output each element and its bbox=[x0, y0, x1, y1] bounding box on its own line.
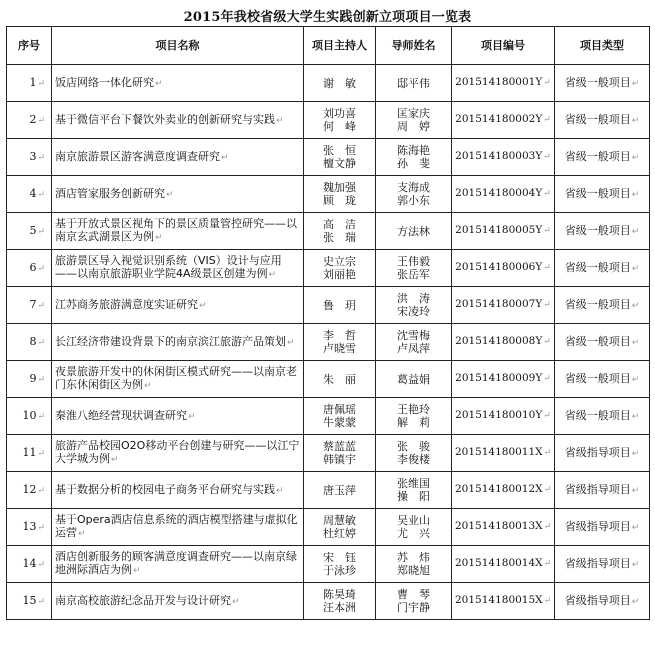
paragraph-mark-icon: ↵ bbox=[631, 226, 640, 237]
cell-no-text: 7 bbox=[29, 297, 37, 311]
paragraph-mark-icon: ↵ bbox=[37, 189, 45, 200]
table-row bbox=[7, 250, 650, 287]
paragraph-mark-icon: ↵ bbox=[37, 263, 45, 274]
cell-line: 李俊楼 bbox=[397, 453, 430, 466]
cell-project-name bbox=[52, 546, 304, 583]
cell-project-name-text: 酒店管家服务创新研究 bbox=[55, 186, 165, 200]
cell-code-text: 201514180013X bbox=[455, 520, 543, 532]
cell-tutor bbox=[376, 398, 452, 435]
cell-project-name bbox=[52, 287, 304, 324]
cell-line: 郭小东 bbox=[397, 194, 430, 207]
cell-host bbox=[304, 546, 376, 583]
cell-line: 刘功喜 bbox=[323, 107, 356, 120]
cell-project-name-text: 旅游产品校园O2O移动平台创建与研究——以江宁大学城为例 bbox=[55, 439, 300, 465]
cell-line: 葛益娟 bbox=[397, 372, 430, 386]
cell-code bbox=[452, 213, 555, 250]
paragraph-mark-icon: ↵ bbox=[37, 226, 45, 237]
table-row bbox=[7, 398, 650, 435]
paragraph-mark-icon: ↵ bbox=[37, 78, 45, 89]
cell-line: 蔡蓝蓝 bbox=[323, 440, 356, 453]
cell-no bbox=[7, 102, 52, 139]
paragraph-mark-icon: ↵ bbox=[543, 78, 551, 88]
cell-host bbox=[304, 472, 376, 509]
cell-code bbox=[452, 65, 555, 102]
paragraph-mark-icon: ↵ bbox=[631, 152, 640, 163]
cell-tutor bbox=[376, 324, 452, 361]
cell-code-text: 201514180014X bbox=[455, 557, 543, 569]
cell-host bbox=[304, 213, 376, 250]
cell-type bbox=[555, 435, 650, 472]
paragraph-mark-icon: ↵ bbox=[188, 411, 196, 422]
paragraph-mark-icon: ↵ bbox=[111, 455, 119, 465]
cell-no bbox=[7, 324, 52, 361]
cell-code-text: 201514180004Y bbox=[455, 187, 543, 199]
cell-type bbox=[555, 583, 650, 620]
cell-project-name bbox=[52, 583, 304, 620]
paragraph-mark-icon: ↵ bbox=[276, 485, 284, 496]
cell-code bbox=[452, 435, 555, 472]
cell-code bbox=[452, 472, 555, 509]
cell-type-text: 省级一般项目 bbox=[564, 75, 631, 89]
cell-no bbox=[7, 398, 52, 435]
cell-project-name-text: 秦淮八绝经营现状调查研究 bbox=[55, 408, 187, 422]
cell-code bbox=[452, 102, 555, 139]
cell-line: 魏加强 bbox=[323, 181, 356, 194]
cell-no bbox=[7, 250, 52, 287]
cell-no-text: 4 bbox=[29, 186, 37, 200]
header-tutor: 导师姓名 bbox=[376, 27, 452, 65]
paragraph-mark-icon: ↵ bbox=[37, 374, 45, 385]
cell-type-text: 省级指导项目 bbox=[564, 593, 631, 607]
cell-host bbox=[304, 583, 376, 620]
cell-host bbox=[304, 176, 376, 213]
cell-code-text: 201514180010Y bbox=[455, 409, 543, 421]
cell-no bbox=[7, 546, 52, 583]
paragraph-mark-icon: ↵ bbox=[37, 411, 45, 422]
paragraph-mark-icon: ↵ bbox=[631, 485, 640, 496]
cell-host bbox=[304, 139, 376, 176]
header-code: 项目编号 bbox=[452, 27, 555, 65]
cell-host bbox=[304, 102, 376, 139]
paragraph-mark-icon: ↵ bbox=[268, 270, 277, 280]
cell-type-text: 省级一般项目 bbox=[564, 297, 631, 311]
cell-no bbox=[7, 509, 52, 546]
paragraph-mark-icon: ↵ bbox=[276, 115, 284, 126]
paragraph-mark-icon: ↵ bbox=[37, 300, 45, 311]
cell-no-text: 10 bbox=[22, 408, 37, 422]
cell-line: 门宇静 bbox=[397, 601, 430, 614]
cell-line: 张 恒 bbox=[323, 144, 356, 157]
cell-line: 宋 钰 bbox=[323, 551, 356, 564]
cell-no bbox=[7, 213, 52, 250]
paragraph-mark-icon: ↵ bbox=[155, 233, 163, 243]
cell-no-text: 15 bbox=[22, 593, 37, 607]
paragraph-mark-icon: ↵ bbox=[166, 189, 174, 200]
cell-tutor bbox=[376, 361, 452, 398]
cell-line: 周 婷 bbox=[397, 120, 430, 133]
cell-line: 陈昊琦 bbox=[323, 588, 356, 601]
table-row bbox=[7, 509, 650, 546]
cell-project-name-text: 江苏商务旅游满意度实证研究 bbox=[55, 297, 198, 311]
cell-code bbox=[452, 398, 555, 435]
cell-line: 韩镇宇 bbox=[323, 453, 356, 466]
cell-type bbox=[555, 287, 650, 324]
cell-tutor bbox=[376, 213, 452, 250]
cell-no-text: 3 bbox=[29, 149, 37, 163]
cell-project-name-text: 基于数据分析的校园电子商务平台研究与实践 bbox=[55, 482, 275, 496]
table-row bbox=[7, 583, 650, 620]
cell-line: 鲁 玥 bbox=[323, 298, 356, 312]
paragraph-mark-icon: ↵ bbox=[37, 448, 45, 459]
cell-no bbox=[7, 139, 52, 176]
cell-host bbox=[304, 250, 376, 287]
cell-host bbox=[304, 509, 376, 546]
cell-tutor bbox=[376, 250, 452, 287]
cell-no bbox=[7, 65, 52, 102]
cell-line: 解 莉 bbox=[397, 416, 430, 429]
paragraph-mark-icon: ↵ bbox=[543, 485, 552, 495]
paragraph-mark-icon: ↵ bbox=[631, 374, 640, 385]
cell-no-text: 5 bbox=[29, 223, 37, 237]
cell-tutor bbox=[376, 509, 452, 546]
cell-line: 檀文静 bbox=[323, 157, 356, 170]
paragraph-mark-icon: ↵ bbox=[543, 263, 551, 273]
cell-line: 唐玉萍 bbox=[323, 483, 356, 497]
cell-no-text: 11 bbox=[22, 445, 37, 459]
cell-no bbox=[7, 583, 52, 620]
header-host: 项目主持人 bbox=[304, 27, 376, 65]
paragraph-mark-icon: ↵ bbox=[221, 152, 229, 163]
cell-line: 支海成 bbox=[397, 181, 430, 194]
cell-code bbox=[452, 509, 555, 546]
cell-project-name bbox=[52, 472, 304, 509]
paragraph-mark-icon: ↵ bbox=[37, 115, 45, 126]
cell-line: 曹 琴 bbox=[397, 588, 430, 601]
cell-line: 朱 丽 bbox=[323, 372, 356, 386]
cell-no bbox=[7, 176, 52, 213]
table-row bbox=[7, 361, 650, 398]
cell-line: 方法林 bbox=[397, 224, 430, 238]
table-row bbox=[7, 139, 650, 176]
cell-no-text: 2 bbox=[29, 112, 37, 126]
cell-code-text: 201514180006Y bbox=[455, 261, 543, 273]
cell-code bbox=[452, 287, 555, 324]
cell-line: 顾 珑 bbox=[323, 194, 356, 207]
cell-tutor bbox=[376, 435, 452, 472]
cell-code bbox=[452, 176, 555, 213]
paragraph-mark-icon: ↵ bbox=[543, 189, 551, 199]
cell-line: 张维国 bbox=[397, 477, 430, 490]
cell-line: 吴业山 bbox=[397, 514, 430, 527]
cell-project-name-text: 南京旅游景区游客满意度调查研究 bbox=[55, 149, 220, 163]
project-table bbox=[6, 26, 650, 620]
paragraph-mark-icon: ↵ bbox=[287, 337, 295, 348]
cell-code-text: 201514180011X bbox=[455, 446, 543, 458]
cell-no bbox=[7, 361, 52, 398]
cell-project-name-text: 南京高校旅游纪念品开发与设计研究 bbox=[55, 593, 231, 607]
cell-code-text: 201514180008Y bbox=[455, 335, 543, 347]
paragraph-mark-icon: ↵ bbox=[631, 263, 640, 274]
cell-code-text: 201514180003Y bbox=[455, 150, 543, 162]
cell-type-text: 省级一般项目 bbox=[564, 149, 631, 163]
paragraph-mark-icon: ↵ bbox=[543, 596, 552, 606]
cell-host bbox=[304, 435, 376, 472]
header-row bbox=[7, 27, 650, 65]
cell-type-text: 省级一般项目 bbox=[564, 112, 631, 126]
cell-tutor bbox=[376, 176, 452, 213]
cell-project-name-text: 饭店网络一体化研究 bbox=[55, 75, 154, 89]
cell-type bbox=[555, 509, 650, 546]
cell-project-name-text: 基于Opera酒店信息系统的酒店模型搭建与虚拟化运营 bbox=[55, 513, 298, 539]
cell-code-text: 201514180007Y bbox=[455, 298, 543, 310]
cell-host bbox=[304, 324, 376, 361]
paragraph-mark-icon: ↵ bbox=[199, 300, 207, 311]
cell-line: 张岳军 bbox=[397, 268, 430, 281]
cell-line: 刘丽艳 bbox=[323, 268, 356, 281]
table-row bbox=[7, 102, 650, 139]
cell-no-text: 8 bbox=[29, 334, 37, 348]
cell-type-text: 省级指导项目 bbox=[564, 519, 631, 533]
cell-project-name bbox=[52, 435, 304, 472]
paragraph-mark-icon: ↵ bbox=[37, 337, 45, 348]
paragraph-mark-icon: ↵ bbox=[631, 78, 640, 89]
cell-no-text: 6 bbox=[29, 260, 37, 274]
cell-line: 牛蒙蒙 bbox=[323, 416, 356, 429]
cell-type bbox=[555, 139, 650, 176]
cell-project-name bbox=[52, 176, 304, 213]
cell-line: 李 哲 bbox=[323, 329, 356, 342]
cell-type bbox=[555, 102, 650, 139]
paragraph-mark-icon: ↵ bbox=[232, 596, 240, 607]
cell-line: 尤 兴 bbox=[397, 527, 430, 540]
paragraph-mark-icon: ↵ bbox=[631, 411, 640, 422]
cell-project-name bbox=[52, 509, 304, 546]
paragraph-mark-icon: ↵ bbox=[631, 596, 640, 607]
cell-type bbox=[555, 213, 650, 250]
paragraph-mark-icon: ↵ bbox=[37, 596, 45, 607]
paragraph-mark-icon: ↵ bbox=[543, 226, 551, 236]
cell-type-text: 省级一般项目 bbox=[564, 223, 631, 237]
cell-project-name bbox=[52, 139, 304, 176]
cell-type-text: 省级一般项目 bbox=[564, 260, 631, 274]
cell-line: 匡家庆 bbox=[397, 107, 430, 120]
paragraph-mark-icon: ↵ bbox=[631, 189, 640, 200]
cell-line: 王艳玲 bbox=[397, 403, 430, 416]
cell-project-name-text: 长江经济带建设背景下的南京滨江旅游产品策划 bbox=[55, 334, 286, 348]
cell-line: 唐佩瑶 bbox=[323, 403, 356, 416]
cell-no-text: 14 bbox=[22, 556, 37, 570]
cell-type bbox=[555, 176, 650, 213]
cell-project-name bbox=[52, 102, 304, 139]
cell-no-text: 1 bbox=[29, 75, 37, 89]
cell-code bbox=[452, 583, 555, 620]
cell-project-name-text: 夜景旅游开发中的休闲街区模式研究——以南京老门东休闲街区为例 bbox=[55, 365, 297, 391]
paragraph-mark-icon: ↵ bbox=[543, 115, 551, 125]
cell-type bbox=[555, 472, 650, 509]
paragraph-mark-icon: ↵ bbox=[543, 522, 552, 532]
table-title: 2015年我校省级大学生实践创新立项项目一览表 bbox=[183, 10, 472, 25]
header-no: 序号 bbox=[7, 27, 52, 65]
cell-project-name-text: 基于开放式景区视角下的景区质量管控研究——以南京玄武湖景区为例 bbox=[55, 217, 297, 243]
cell-line: 孙 斐 bbox=[397, 157, 430, 170]
cell-type bbox=[555, 398, 650, 435]
paragraph-mark-icon: ↵ bbox=[37, 522, 45, 533]
cell-tutor bbox=[376, 546, 452, 583]
cell-line: 郑晓旭 bbox=[397, 564, 430, 577]
paragraph-mark-icon: ↵ bbox=[543, 374, 551, 384]
cell-line: 汪本洲 bbox=[323, 601, 356, 614]
cell-line: 卢凤萍 bbox=[397, 342, 430, 355]
cell-type-text: 省级一般项目 bbox=[564, 408, 631, 422]
cell-line: 史立宗 bbox=[323, 255, 356, 268]
paragraph-mark-icon: ↵ bbox=[78, 529, 86, 539]
table-row bbox=[7, 324, 650, 361]
cell-host bbox=[304, 361, 376, 398]
cell-line: 谢 敏 bbox=[323, 76, 356, 90]
cell-line: 操 阳 bbox=[397, 490, 430, 503]
table-row bbox=[7, 472, 650, 509]
table-row bbox=[7, 213, 650, 250]
cell-line: 宋凌玲 bbox=[397, 305, 430, 318]
cell-line: 邸平伟 bbox=[397, 76, 430, 90]
cell-type bbox=[555, 361, 650, 398]
paragraph-mark-icon: ↵ bbox=[631, 115, 640, 126]
cell-type bbox=[555, 65, 650, 102]
cell-code-text: 201514180012X bbox=[455, 483, 543, 495]
paragraph-mark-icon: ↵ bbox=[37, 152, 45, 163]
paragraph-mark-icon: ↵ bbox=[543, 448, 552, 458]
cell-code bbox=[452, 546, 555, 583]
cell-code-text: 201514180015X bbox=[455, 594, 543, 606]
cell-project-name-text: 基于微信平台下餐饮外卖业的创新研究与实践 bbox=[55, 112, 275, 126]
cell-code-text: 201514180001Y bbox=[455, 76, 543, 88]
cell-code bbox=[452, 324, 555, 361]
cell-tutor bbox=[376, 583, 452, 620]
table-row bbox=[7, 65, 650, 102]
paragraph-mark-icon: ↵ bbox=[631, 522, 640, 533]
paragraph-mark-icon: ↵ bbox=[543, 559, 552, 569]
paragraph-mark-icon: ↵ bbox=[37, 485, 45, 496]
cell-host bbox=[304, 65, 376, 102]
cell-project-name-text: 酒店创新服务的顾客满意度调查研究——以南京绿地洲际酒店为例 bbox=[55, 550, 297, 576]
cell-no-text: 12 bbox=[22, 482, 37, 496]
cell-type-text: 省级指导项目 bbox=[564, 556, 631, 570]
cell-project-name bbox=[52, 361, 304, 398]
paragraph-mark-icon: ↵ bbox=[631, 448, 640, 459]
header-name: 项目名称 bbox=[52, 27, 304, 65]
cell-type bbox=[555, 324, 650, 361]
cell-line: 杜红婷 bbox=[323, 527, 356, 540]
cell-host bbox=[304, 287, 376, 324]
cell-type-text: 省级指导项目 bbox=[564, 482, 631, 496]
cell-no bbox=[7, 472, 52, 509]
paragraph-mark-icon: ↵ bbox=[543, 300, 551, 310]
cell-line: 洪 涛 bbox=[397, 292, 430, 305]
cell-tutor bbox=[376, 139, 452, 176]
cell-no bbox=[7, 287, 52, 324]
paragraph-mark-icon: ↵ bbox=[144, 381, 152, 391]
paragraph-mark-icon: ↵ bbox=[155, 78, 163, 89]
paragraph-mark-icon: ↵ bbox=[543, 337, 551, 347]
header-type: 项目类型 bbox=[555, 27, 650, 65]
cell-line: 苏 炜 bbox=[397, 551, 430, 564]
cell-type-text: 省级指导项目 bbox=[564, 445, 631, 459]
cell-project-name bbox=[52, 398, 304, 435]
paragraph-mark-icon: ↵ bbox=[133, 566, 141, 576]
cell-line: 沈雪梅 bbox=[397, 329, 430, 342]
cell-line: 陈海艳 bbox=[397, 144, 430, 157]
cell-tutor bbox=[376, 102, 452, 139]
cell-tutor bbox=[376, 65, 452, 102]
cell-project-name bbox=[52, 213, 304, 250]
cell-code-text: 201514180009Y bbox=[455, 372, 543, 384]
cell-no bbox=[7, 435, 52, 472]
cell-host bbox=[304, 398, 376, 435]
cell-project-name bbox=[52, 65, 304, 102]
cell-code-text: 201514180005Y bbox=[455, 224, 543, 236]
cell-line: 张 瑞 bbox=[323, 231, 356, 244]
cell-line: 张 骏 bbox=[397, 440, 430, 453]
cell-code bbox=[452, 361, 555, 398]
cell-project-name-text: 旅游景区导入视觉识别系统（VIS）设计与应用——以南京旅游职业学院4A级景区创建为例 bbox=[55, 254, 282, 280]
cell-code bbox=[452, 139, 555, 176]
cell-line: 周慧敏 bbox=[323, 514, 356, 527]
table-row bbox=[7, 546, 650, 583]
paragraph-mark-icon: ↵ bbox=[543, 152, 551, 162]
cell-line: 卢晓雪 bbox=[323, 342, 356, 355]
paragraph-mark-icon: ↵ bbox=[631, 337, 640, 348]
table-row bbox=[7, 435, 650, 472]
cell-line: 王伟毅 bbox=[397, 255, 430, 268]
cell-type-text: 省级一般项目 bbox=[564, 371, 631, 385]
cell-project-name bbox=[52, 250, 304, 287]
table-row bbox=[7, 287, 650, 324]
cell-type-text: 省级一般项目 bbox=[564, 334, 631, 348]
cell-tutor bbox=[376, 472, 452, 509]
cell-tutor bbox=[376, 287, 452, 324]
cell-code bbox=[452, 250, 555, 287]
cell-code-text: 201514180002Y bbox=[455, 113, 543, 125]
cell-project-name bbox=[52, 324, 304, 361]
cell-type bbox=[555, 546, 650, 583]
paragraph-mark-icon: ↵ bbox=[631, 300, 640, 311]
cell-type-text: 省级一般项目 bbox=[564, 186, 631, 200]
cell-no-text: 9 bbox=[29, 371, 37, 385]
paragraph-mark-icon: ↵ bbox=[631, 559, 640, 570]
cell-line: 于泳珍 bbox=[323, 564, 356, 577]
cell-line: 高 洁 bbox=[323, 218, 356, 231]
cell-line: 何 峰 bbox=[323, 120, 356, 133]
cell-type bbox=[555, 250, 650, 287]
cell-no-text: 13 bbox=[22, 519, 37, 533]
paragraph-mark-icon: ↵ bbox=[543, 411, 551, 421]
paragraph-mark-icon: ↵ bbox=[37, 559, 45, 570]
table-row bbox=[7, 176, 650, 213]
